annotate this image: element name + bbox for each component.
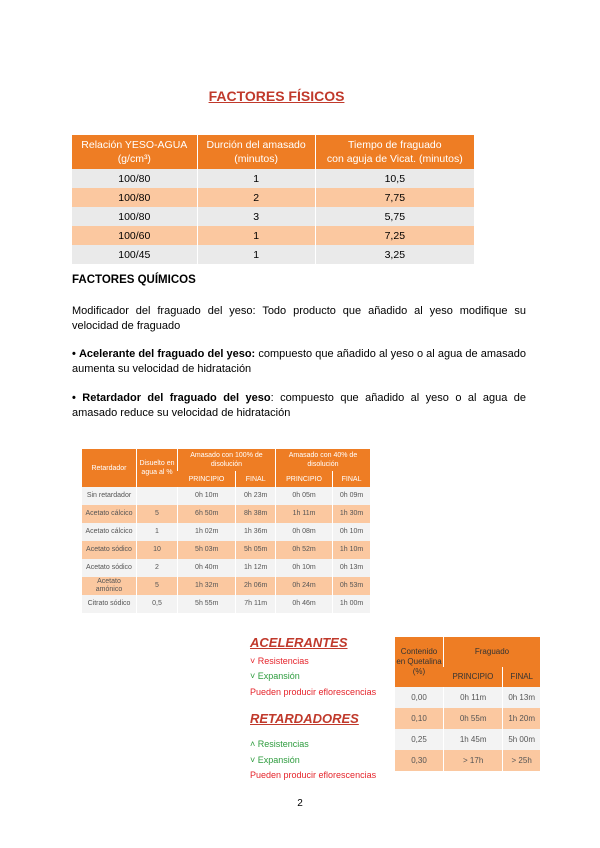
table-row (82, 487, 370, 505)
table-cell: 5h 00m (503, 729, 540, 750)
table-header: FINAL (503, 667, 540, 687)
table-cell: 5,75 (315, 207, 474, 226)
table-cell: Acetato cálcico (82, 505, 137, 523)
table-row (72, 169, 474, 188)
table-cell: 6h 50m (178, 505, 236, 523)
table-header: Disuelto en agua al % (137, 449, 178, 487)
table-header: Relación YESO-AGUA (g/cm³) (72, 135, 197, 169)
table-cell: 0h 53m (333, 577, 370, 595)
paragraph-retarder (72, 391, 526, 421)
table-cell: 7h 11m (236, 595, 275, 613)
table-cell: 0h 11m (444, 687, 503, 708)
table-cell: 0h 24m (275, 577, 332, 595)
table-header: Fraguado (444, 637, 541, 667)
retardadores-item: Pueden producir eflorescencias (250, 770, 377, 780)
table-row (82, 577, 370, 595)
table-header: Amasado con 40% de disolución (275, 449, 370, 471)
table-cell: 1h 20m (503, 708, 540, 729)
table-cell: 0,10 (395, 708, 444, 729)
table-cell: 1h 12m (236, 559, 275, 577)
table-cell: 10 (137, 541, 178, 559)
table-cell: 0,00 (395, 687, 444, 708)
table-cell: 5h 05m (236, 541, 275, 559)
table-cell: 5 (137, 577, 178, 595)
table-cell: 1h 32m (178, 577, 236, 595)
table-cell: 0h 46m (275, 595, 332, 613)
table-cell: 1h 30m (333, 505, 370, 523)
table-cell: 1h 02m (178, 523, 236, 541)
retarder-table (82, 449, 370, 613)
table-cell: 0,5 (137, 595, 178, 613)
table-cell: 10,5 (315, 169, 474, 188)
table-header: Contenido en Quetalina (%) (395, 637, 444, 687)
table-row (82, 505, 370, 523)
term-bold: Acelerante del fraguado del yeso: (78, 348, 256, 360)
table-row (72, 245, 474, 264)
table-header: FINAL (333, 471, 370, 487)
acelerantes-item: Pueden producir eflorescencias (250, 687, 377, 697)
table-cell: 1 (137, 523, 178, 541)
table-row (82, 541, 370, 559)
table-row (82, 595, 370, 613)
table-cell: 5h 03m (178, 541, 236, 559)
table-cell: Citrato sódico (82, 595, 137, 613)
table-cell: 0h 13m (333, 559, 370, 577)
table-row (72, 207, 474, 226)
table-cell: 0h 10m (178, 487, 236, 505)
table-cell: 100/80 (72, 188, 197, 207)
table-header: PRINCIPIO (444, 667, 503, 687)
section-heading: FACTORES QUÍMICOS (72, 274, 196, 286)
table-cell: Acetato cálcico (82, 523, 137, 541)
table-cell: 0h 05m (275, 487, 332, 505)
table-cell: 2h 06m (236, 577, 275, 595)
bullet: • (72, 392, 76, 404)
retardadores-item: ˄ Resistencias (250, 739, 309, 749)
term-definition: : compuesto que añadido al yeso o al agua de amasado reduce su velocidad de hidratación (72, 392, 526, 419)
retardadores-item: ˅ Expansión (250, 755, 300, 765)
table-cell: > 17h (444, 750, 503, 771)
table-cell: 5 (137, 505, 178, 523)
table-row (395, 687, 540, 708)
table-header: Durción del amasado (minutos) (197, 135, 315, 169)
table-cell: 2 (197, 188, 315, 207)
table-cell: Acetato sódico (82, 541, 137, 559)
bullet: • (72, 348, 76, 360)
table-cell: 100/80 (72, 207, 197, 226)
table-cell: 3 (197, 207, 315, 226)
table-cell: 0h 55m (444, 708, 503, 729)
table-header: Tiempo de fraguado con aguja de Vicat. (minutos) (315, 135, 474, 169)
table-cell: Acetato amónico (82, 577, 137, 595)
table-row (395, 708, 540, 729)
table-cell: 1 (197, 169, 315, 188)
table-cell: 100/45 (72, 245, 197, 264)
acelerantes-item: ˅ Expansión (250, 671, 300, 681)
table-cell: 0h 08m (275, 523, 332, 541)
term-bold: Retardador del fraguado del yeso (82, 392, 271, 404)
table-cell: Acetato sódico (82, 559, 137, 577)
table-header: PRINCIPIO (178, 471, 236, 487)
table-cell: 3,25 (315, 245, 474, 264)
table-cell: 1 (197, 226, 315, 245)
table-cell: 1h 00m (333, 595, 370, 613)
table-cell: 1h 36m (236, 523, 275, 541)
table-header: FINAL (236, 471, 275, 487)
term-definition: compuesto que añadido al yeso o al agua de amasado aumenta su velocidad de hidratación (72, 348, 526, 375)
table-cell: 8h 38m (236, 505, 275, 523)
table-row (82, 523, 370, 541)
table-row (72, 226, 474, 245)
table-cell: 5h 55m (178, 595, 236, 613)
table-cell: 100/80 (72, 169, 197, 188)
table-cell: 1h 10m (333, 541, 370, 559)
acelerantes-item: ˅ Resistencias (250, 656, 309, 666)
table-cell: 0h 10m (275, 559, 332, 577)
table-cell: 0,25 (395, 729, 444, 750)
table-cell: 0h 09m (333, 487, 370, 505)
table-cell: 7,25 (315, 226, 474, 245)
table-row (82, 559, 370, 577)
table-header: Retardador (82, 449, 137, 487)
table-cell: 0,30 (395, 750, 444, 771)
table-cell: 0h 23m (236, 487, 275, 505)
table-cell: 0h 13m (503, 687, 540, 708)
table-cell (137, 487, 178, 505)
paragraph-definition: Modificador del fraguado del yeso: Todo producto que añadido al yeso modifique su velocidad de fraguado (72, 305, 526, 332)
physical-factors-table (72, 135, 474, 264)
table-cell: 1h 11m (275, 505, 332, 523)
table-cell: 7,75 (315, 188, 474, 207)
table-header: Amasado con 100% de disolución (178, 449, 276, 471)
acelerantes-heading: ACELERANTES (250, 635, 348, 650)
paragraph-accelerant (72, 347, 526, 377)
table-cell: Sin retardador (82, 487, 137, 505)
table-cell: 0h 40m (178, 559, 236, 577)
table-row (395, 729, 540, 750)
table-cell: 0h 52m (275, 541, 332, 559)
table-header: PRINCIPIO (275, 471, 332, 487)
table-cell: 100/60 (72, 226, 197, 245)
quetaline-table (395, 637, 540, 771)
table-cell: > 25h (503, 750, 540, 771)
table-cell: 1h 45m (444, 729, 503, 750)
page-number: 2 (297, 798, 303, 809)
table-row (395, 750, 540, 771)
retardadores-heading: RETARDADORES (250, 711, 359, 726)
table-cell: 1 (197, 245, 315, 264)
table-cell: 2 (137, 559, 178, 577)
table-cell: 0h 10m (333, 523, 370, 541)
table-row (72, 188, 474, 207)
page-title: FACTORES FÍSICOS (208, 88, 345, 104)
